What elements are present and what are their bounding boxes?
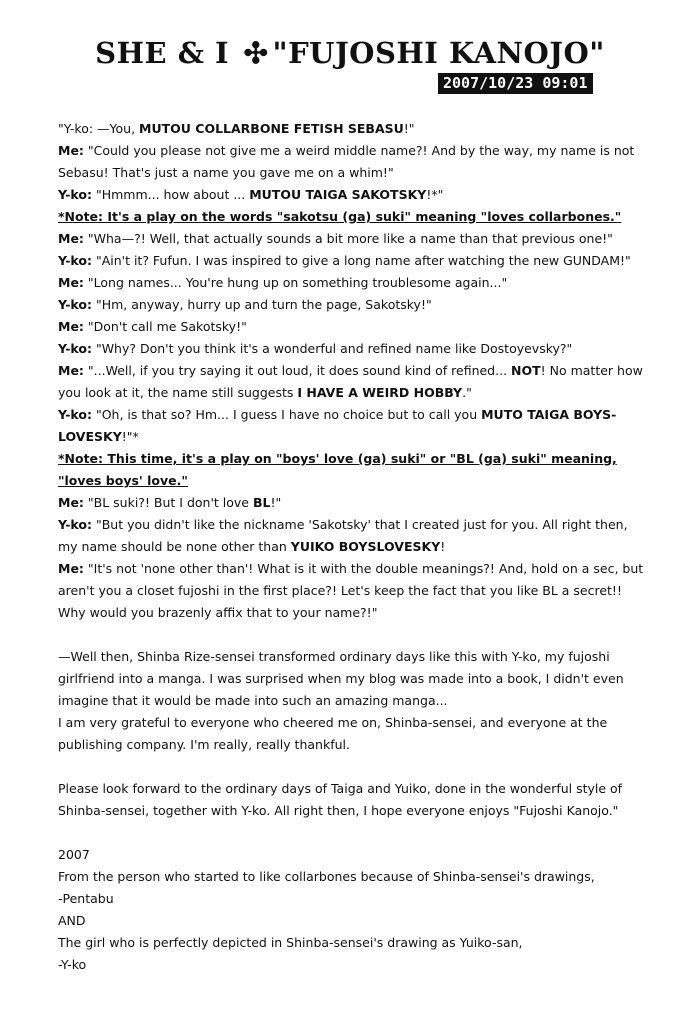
document-body: [58, 118, 650, 976]
dialogue-text: "...Well, if you try saying it out loud, it does sound kind of refined...: [83, 363, 512, 378]
dialogue-line: [58, 360, 650, 404]
dialogue-text: !": [270, 495, 282, 510]
dialogue-line: [58, 294, 650, 316]
speaker-label: Me:: [58, 319, 84, 334]
title-left: SHE & I: [95, 36, 230, 70]
dialogue-line: [58, 184, 650, 206]
dialogue-text: "Oh, is that so? Hm... I guess I have no choice but to call you: [91, 407, 482, 422]
spacer: [58, 756, 650, 778]
signoff-line: AND: [58, 913, 86, 928]
note-text: *Note: This time, it's a play on "boys' love (ga) suki" or "BL (ga) suki" meaning, "loves boys' love.": [58, 451, 617, 488]
speaker-label: Me:: [58, 561, 84, 576]
dialogue-text: "Wha—?! Well, that actually sounds a bit more like a name than that previous one!": [83, 231, 613, 246]
signoff-line: The girl who is perfectly depicted in Shinba-sensei's drawing as Yuiko-san,: [58, 935, 523, 950]
dialogue-text: "Could you please not give me a weird middle name?! And by the way, my name is not Sebasu! That's just a name you gave me on a whim!": [58, 143, 635, 180]
dialogue-text: ! No matter how you look at it, the name still suggests: [58, 363, 643, 400]
ornament-icon: ✣: [243, 36, 269, 70]
dialogue-text: !*": [426, 187, 444, 202]
dialogue-text: "But you didn't like the nickname 'Sakotsky' that I created just for you. All right then, my name should be none other than: [58, 517, 628, 554]
speaker-label: Y-ko:: [58, 297, 92, 312]
dialogue-text: !: [440, 539, 446, 554]
dialogue-text: "Why? Don't you think it's a wonderful and refined name like Dostoyevsky?": [91, 341, 573, 356]
dialogue-line: [58, 140, 650, 184]
dialogue-text: "Don't call me Sakotsky!": [83, 319, 247, 334]
signoff-line: -Pentabu: [58, 891, 114, 906]
dialogue-line: [58, 316, 650, 338]
dialogue-text: "Hm, anyway, hurry up and turn the page, Sakotsky!": [91, 297, 432, 312]
speaker-label: Me:: [58, 275, 84, 290]
dialogue-line: [58, 404, 650, 448]
emphasis-text: YUIKO BOYSLOVESKY: [290, 539, 441, 554]
dialogue-line: [58, 338, 650, 360]
speaker-label: Y-ko:: [58, 253, 92, 268]
dialogue-text: !"*: [121, 429, 139, 444]
dialogue-line: [58, 492, 650, 514]
speaker-label: Y-ko:: [58, 341, 92, 356]
dialogue-text: "Hmmm... how about ...: [91, 187, 250, 202]
date-badge: 2007/10/23 09:01: [438, 73, 593, 94]
dialogue-line: [58, 228, 650, 250]
paragraph-1: —Well then, Shinba Rize-sensei transformed ordinary days like this with Y-ko, my fujoshi girlfriend into a manga. I was surprised when my blog was made into a book, I didn't even imagine that it would be made into such an amazing manga...: [58, 649, 624, 708]
dialogue-text: .": [462, 385, 472, 400]
speaker-label: Me:: [58, 143, 84, 158]
dialogue-text: !": [403, 121, 415, 136]
dialogue-line: [58, 118, 650, 140]
dialogue-line: [58, 250, 650, 272]
dialogue-line: [58, 272, 650, 294]
emphasis-text: MUTOU COLLARBONE FETISH SEBASU: [139, 121, 404, 136]
dialogue-block: [58, 118, 650, 624]
emphasis-text: MUTO TAIGA BOYS-LOVESKY: [58, 407, 617, 444]
title-right: "FUJOSHI KANOJO": [272, 36, 605, 70]
speaker-label: Y-ko:: [58, 407, 92, 422]
signoff-line: From the person who started to like collarbones because of Shinba-sensei's drawings,: [58, 869, 595, 884]
emphasis-text: BL: [252, 495, 271, 510]
dialogue-text: "BL suki?! But I don't love: [83, 495, 253, 510]
translator-note: [58, 448, 650, 492]
emphasis-text: NOT: [511, 363, 541, 378]
closing-paragraph: Please look forward to the ordinary days of Taiga and Yuiko, done in the wonderful style of Shinba-sensei, together with Y-ko. All right then, I hope everyone enjoys "Fujoshi Kanojo.": [58, 781, 623, 818]
emphasis-text: MUTOU TAIGA SAKOTSKY: [249, 187, 427, 202]
note-text: *Note: It's a play on the words "sakotsu (ga) suki" meaning "loves collarbones.": [58, 209, 622, 224]
signoff-line: -Y-ko: [58, 957, 87, 972]
dialogue-text: "Ain't it? Fufun. I was inspired to give a long name after watching the new GUNDAM!": [91, 253, 631, 268]
translator-note: [58, 206, 650, 228]
speaker-label: Me:: [58, 231, 84, 246]
dialogue-text: "Y-ko: —You,: [58, 121, 140, 136]
emphasis-text: I HAVE A WEIRD HOBBY: [297, 385, 463, 400]
speaker-label: Me:: [58, 363, 84, 378]
dialogue-line: [58, 514, 650, 558]
spacer: [58, 624, 650, 646]
dialogue-text: "Long names... You're hung up on something troublesome again...": [83, 275, 508, 290]
spacer: [58, 822, 650, 844]
speaker-label: Me:: [58, 495, 84, 510]
paragraph-2: I am very grateful to everyone who cheered me on, Shinba-sensei, and everyone at the publishing company. I'm really, really thankful.: [58, 715, 608, 752]
signoff-year: 2007: [58, 847, 90, 862]
page-title: [0, 36, 700, 70]
speaker-label: Y-ko:: [58, 187, 92, 202]
dialogue-line: [58, 558, 650, 624]
speaker-label: Y-ko:: [58, 517, 92, 532]
dialogue-text: "It's not 'none other than'! What is it with the double meanings?! And, hold on a sec, but aren't you a closet fujoshi in the first place?! Let's keep the fact that you like BL a secret!! Why would you brazenly affix that to your name?!": [58, 561, 644, 620]
